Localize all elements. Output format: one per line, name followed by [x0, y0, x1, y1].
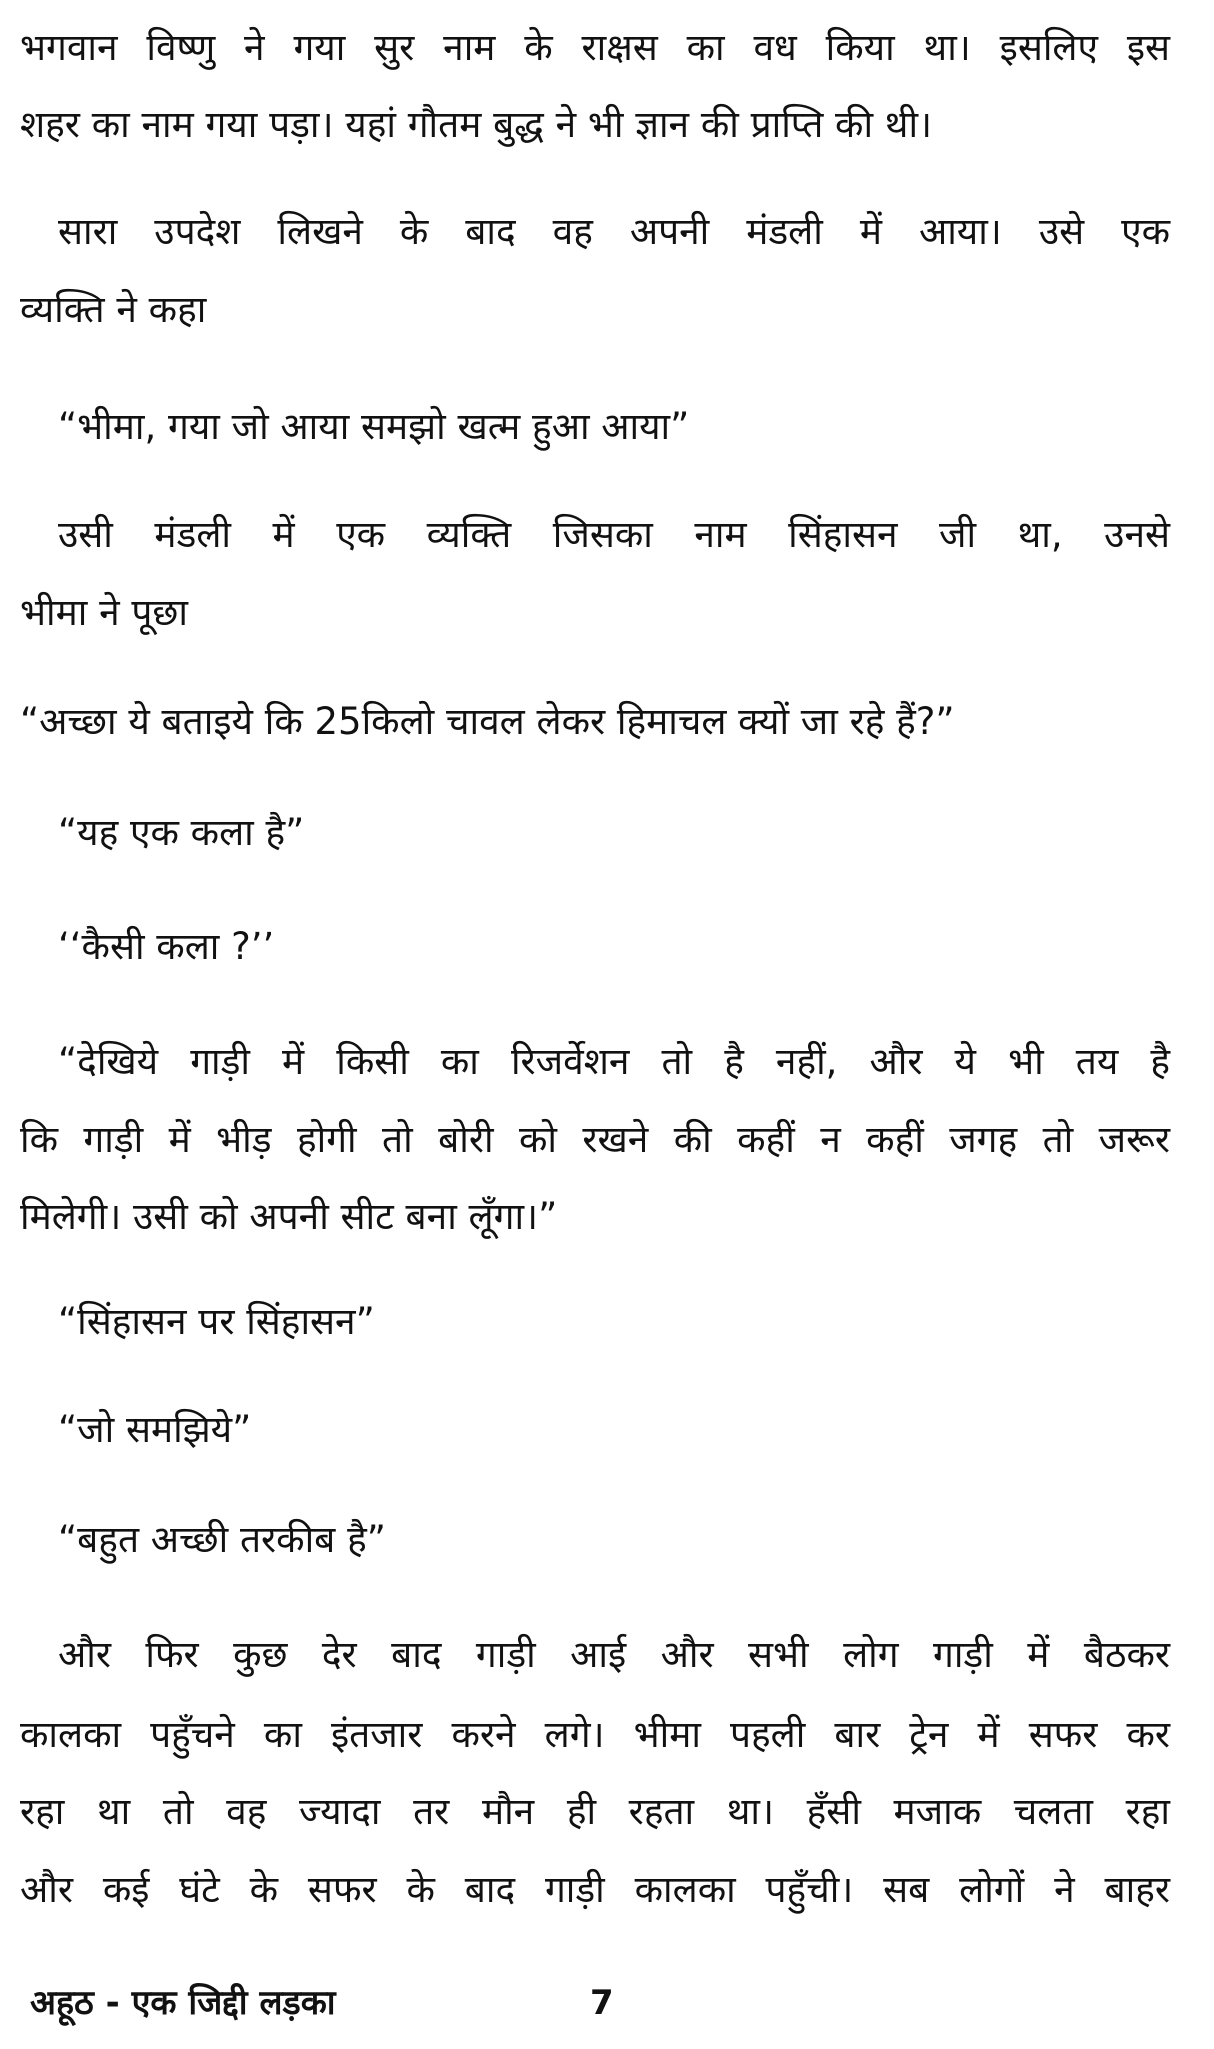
- text-line: मिलेगी। उसी को अपनी सीट बना लूँगा।”: [20, 1195, 558, 1238]
- text-line: और कई घंटे के सफर के बाद गाड़ी कालका पहुँची। सब लोगों ने बाहर: [20, 1868, 1170, 1911]
- footer-book-title: अहूठ - एक जिद्दी लड़का: [30, 1983, 336, 2023]
- text-line: “देखिये गाड़ी में किसी का रिजर्वेशन तो है नहीं, और ये भी तय है: [58, 1040, 1170, 1083]
- text-line: ‘‘कैसी कला ?’’: [58, 925, 275, 968]
- text-line: “बहुत अच्छी तरकीब है”: [58, 1518, 386, 1561]
- text-line: व्यक्ति ने कहा: [20, 288, 207, 331]
- text-line: रहा था तो वह ज्यादा तर मौन ही रहता था। हँसी मजाक चलता रहा: [20, 1790, 1170, 1833]
- text-line: शहर का नाम गया पड़ा। यहां गौतम बुद्ध ने भी ज्ञान की प्राप्ति की थी।: [20, 103, 933, 146]
- text-line: और फिर कुछ देर बाद गाड़ी आई और सभी लोग गाड़ी में बैठकर: [58, 1633, 1170, 1676]
- text-line: “यह एक कला है”: [58, 811, 305, 854]
- page-number: 7: [590, 1983, 614, 2023]
- text-line: भगवान विष्णु ने गया सुर नाम के राक्षस का वध किया था। इसलिए इस: [20, 26, 1170, 69]
- text-line: “भीमा, गया जो आया समझो खत्म हुआ आया”: [58, 405, 690, 448]
- text-line: “जो समझिये”: [58, 1408, 252, 1451]
- text-line: “अच्छा ये बताइये कि 25किलो चावल लेकर हिमाचल क्यों जा रहे हैं?”: [20, 700, 955, 743]
- text-line: भीमा ने पूछा: [20, 591, 188, 634]
- text-line: सारा उपदेश लिखने के बाद वह अपनी मंडली में आया। उसे एक: [58, 210, 1170, 253]
- text-line: कालका पहुँचने का इंतजार करने लगे। भीमा पहली बार ट्रेन में सफर कर: [20, 1713, 1170, 1756]
- text-line: कि गाड़ी में भीड़ होगी तो बोरी को रखने की कहीं न कहीं जगह तो जरूर: [20, 1118, 1170, 1161]
- text-line: उसी मंडली में एक व्यक्ति जिसका नाम सिंहासन जी था, उनसे: [58, 513, 1170, 556]
- text-line: “सिंहासन पर सिंहासन”: [58, 1300, 375, 1343]
